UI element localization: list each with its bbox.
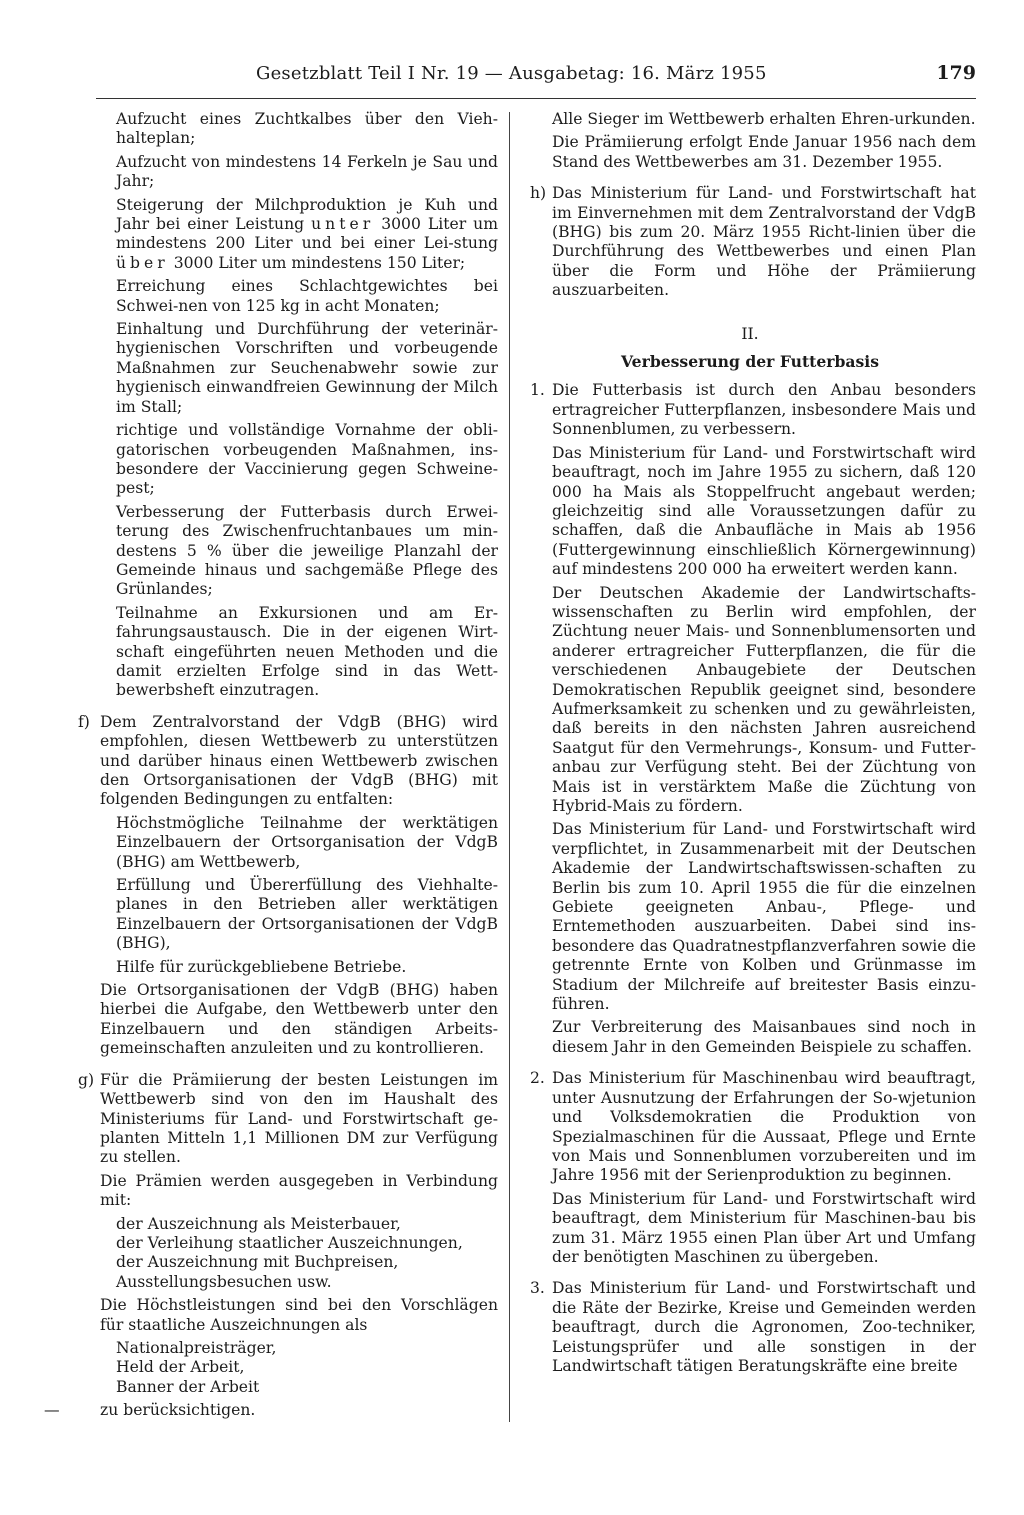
- criterion-milk: [116, 196, 498, 274]
- criterion-vaccination: richtige und vollständige Vornahme der obli-gatorischen vorbeugenden Maßnahmen, ins-besondere der Vaccinierung gegen Schweine-pest;: [116, 421, 498, 498]
- f-paragraph: [78, 712, 498, 810]
- item-3: [524, 1279, 976, 1376]
- item2-paragraph: Das Ministerium für Land- und Forstwirtschaft wird beauftragt, dem Ministerium für Maschinen-bau bis zum 31. März 1955 einen Plan über Art und Umfang der benötigten Maschinen zu übergeben.: [552, 1189, 976, 1266]
- g-end: [44, 1401, 498, 1420]
- h-text: Das Ministerium für Land- und Forstwirtschaft hat im Einvernehmen mit dem Zentralvorstand der VdgB (BHG) bis zum 20. März 1955 Richt-linien über die Durchführung des Wettbewerbes und einen Plan über die Form und Höhe der Prämiierung auszuarbeiten.: [552, 184, 976, 300]
- criterion-weight: Erreichung eines Schlachtgewichtes bei Schwei-nen von 125 kg in acht Monaten;: [116, 277, 498, 315]
- item1-paragraph: Der Deutschen Akademie der Landwirtschafts-wissenschaften zu Berlin wird empfohlen, der Züchtung neuer Mais- und Sonnenblumensorten und anderer ertragreicher Futterpflanzen, die für die verschiedenen Anbaugebiete der Deutschen Demokratischen Republik geeignet sind, besondere Aufmerksamkeit zu schenken und zu gewährleisten, daß bereits in den nächsten Jahren ausreichend Saatgut für den Vermehrungs-, Konsum- und Futter-anbau zur Verfügung steht. Bei der Züchtung von Mais ist in verstärktem Maße die Züchtung von Hybrid-Mais zu fördern.: [552, 583, 976, 815]
- item1-paragraph: Zur Verbreiterung des Maisanbaues sind noch in diesem Jahr in den Gemeinden Beispiele zu schaffen.: [552, 1018, 976, 1056]
- f-condition: Höchstmögliche Teilnahme der werktätigen Einzelbauern der Ortsorganisation der VdgB (BHG) am Wettbewerb,: [116, 813, 498, 871]
- h-paragraph: [530, 184, 976, 300]
- criterion-piglets: Aufzucht von mindestens 14 Ferkeln je Sau und Jahr;: [116, 152, 498, 191]
- item3-paragraph: [530, 1279, 976, 1376]
- g-cont-paragraph: Alle Sieger im Wettbewerb erhalten Ehren-urkunden.: [552, 110, 976, 128]
- criterion-fodder: Verbesserung der Futterbasis durch Erwei-terung des Zwischenfruchtanbaues um min-destens 5 % über die jeweilige Planzahl der Gemeinde hinaus und sachgemäße Pflege des Grünlandes;: [116, 502, 498, 599]
- g-titles: [100, 1339, 498, 1397]
- right-column: [524, 110, 976, 1380]
- g-label: g): [78, 1070, 95, 1089]
- item1-label: 1.: [530, 381, 545, 400]
- f-label: f): [78, 712, 90, 731]
- g-continuation: [524, 110, 976, 172]
- g-hoechst: Die Höchstleistungen sind bei den Vorschlägen für staatliche Auszeichnungen als: [100, 1296, 498, 1334]
- award-item: der Auszeichnung als Meisterbauer,: [116, 1214, 401, 1233]
- h-label: h): [530, 184, 547, 203]
- gazette-header-title: Gesetzblatt Teil I Nr. 19 — Ausgabetag: 16. März 1955: [256, 63, 767, 84]
- section-g: [44, 1070, 498, 1421]
- f-condition: Hilfe für zurückgebliebene Betriebe.: [116, 957, 407, 976]
- item3-text: Das Ministerium für Land- und Forstwirtschaft und die Räte der Bezirke, Kreise und Gemeinden werden beauftragt, durch die Agronomen, Zoo-techniker, Leistungsprüfer und alle sonstigen in der Landwirtschaft tätigen Beratungskräfte eine breite: [552, 1279, 976, 1375]
- page-header: [96, 58, 976, 99]
- f-conditions: [100, 814, 498, 977]
- section-number: II.: [741, 324, 759, 343]
- g-paragraph: [78, 1070, 498, 1168]
- f-closing: Die Ortsorganisationen der VdgB (BHG) haben hierbei die Aufgabe, den Wettbewerb unter den Einzelbauern und den ständigen Arbeits-gemeinschaften anzuleiten und zu kontrollieren.: [100, 981, 498, 1058]
- award-item: der Auszeichnung mit Buchpreisen,: [116, 1253, 399, 1272]
- honor-title: Held der Arbeit,: [116, 1358, 245, 1377]
- item-1: [524, 381, 976, 1057]
- g-end-text: zu berücksichtigen.: [100, 1401, 256, 1420]
- g-praemien-list: [100, 1215, 498, 1293]
- honor-title: Banner der Arbeit: [116, 1377, 260, 1396]
- criterion-veterinary: Einhaltung und Durchführung der veterinär-hygienischen Vorschriften und vorbeugende Maßnahmen zur Seuchenabwehr sowie zur hygienisch einwandfreien Gewinnung der Milch im Stall;: [116, 320, 498, 416]
- honor-title: Nationalpreisträger,: [116, 1338, 277, 1357]
- g-praemien: Die Prämien werden ausgegeben in Verbindung mit:: [100, 1171, 498, 1210]
- award-item: Ausstellungsbesuchen usw.: [116, 1272, 332, 1291]
- award-item: der Verleihung staatlicher Auszeichnungen,: [116, 1233, 463, 1252]
- milk-unter: unter: [311, 215, 375, 234]
- item-2: [524, 1069, 976, 1267]
- g-text: Für die Prämiierung der besten Leistungen im Wettbewerb sind von den im Haushalt des Ministeriums für Land- und Forstwirtschaft ge-planten Mitteln 1,1 Millionen DM zur Verfügung zu stellen.: [100, 1070, 498, 1167]
- item1-paragraph: Das Ministerium für Land- und Forstwirtschaft wird beauftragt, noch im Jahre 1955 zu sichern, daß 120 000 ha Mais als Stoppelfrucht angebaut werden; gleichzeitig sind alle Voraussetzungen dafür zu schaffen, daß die Anbaufläche in Mais ab 1956 (Futtergewinnung einschließlich Körnergewinnung) auf mindestens 200 000 ha erweitert werden kann.: [552, 443, 976, 579]
- item1-text: Die Futterbasis ist durch den Anbau besonders ertragreicher Futterpflanzen, insbesondere Mais und Sonnenblumen, zu verbessern.: [552, 381, 976, 439]
- criterion-calf: Aufzucht eines Zuchtkalbes über den Vieh-halteplan;: [116, 110, 498, 148]
- section-f: [80, 713, 498, 1059]
- milk-ueber: über: [116, 253, 169, 272]
- milk-text-1: Steigerung der Milchproduktion je Kuh und Jahr bei einer Leistung: [116, 195, 498, 234]
- item2-label: 2.: [530, 1069, 545, 1088]
- page-number: 179: [936, 62, 976, 84]
- end-dash: —: [44, 1401, 60, 1420]
- item2-text: Das Ministerium für Maschinenbau wird beauftragt, unter Ausnutzung der Erfahrungen der So-wjetunion und Volksdemokratien die Produktion von Spezialmaschinen für die Aussaat, Pflege und Ernte von Mais und Sonnenblumen vorzubereiten und im Jahre 1956 mit der Serienproduktion zu beginnen.: [552, 1069, 976, 1185]
- g-cont-paragraph: Die Prämiierung erfolgt Ende Januar 1956 nach dem Stand des Wettbewerbes am 31. Dezember 1955.: [552, 133, 976, 171]
- left-column: [44, 110, 498, 1425]
- section-title: Verbesserung der Futterbasis: [621, 352, 879, 372]
- section-h: [524, 184, 976, 300]
- f-text: Dem Zentralvorstand der VdgB (BHG) wird empfohlen, diesen Wettbewerb zu unterstützen und darüber hinaus einen Wettbewerb zwischen den Ortsorganisationen der VdgB (BHG) mit folgenden Bedingungen zu entfalten:: [100, 712, 498, 809]
- criteria-list: [80, 110, 498, 701]
- column-divider: [509, 112, 510, 1422]
- f-condition: Erfüllung und Übererfüllung des Viehhalte-planes in den Betrieben aller werktätigen Einzelbauern der Ortsorganisationen der VdgB (BHG),: [116, 876, 498, 953]
- item1-paragraph: Das Ministerium für Land- und Forstwirtschaft wird verpflichtet, in Zusammenarbeit mit der Deutschen Akademie der Landwirtschaftswissen-schaften zu Berlin bis zum 10. April 1955 die für die einzelnen Gebiete geeigneten Anbau-, Pflege- und Erntemethoden auszuarbeiten. Dabei sind ins-besondere das Quadratnestpflanzverfahren sowie die getrennte Ernte von Kolben und Grünmasse im Stadium der Milchreife auf breitester Basis einzu-führen.: [552, 820, 976, 1014]
- criterion-excursions: Teilnahme an Exkursionen und am Er-fahrungsaustausch. Die in der eigenen Wirt-schaft eingeführten neuen Methoden und die damit erzielten Erfolge sind in das Wett-bewerbsheft einzutragen.: [116, 603, 498, 700]
- milk-text-3: 3000 Liter um mindestens 150 Liter;: [173, 253, 466, 272]
- item1-paragraph: [530, 381, 976, 439]
- item2-paragraph: [530, 1069, 976, 1185]
- item3-label: 3.: [530, 1279, 545, 1298]
- milk-text-2: 3000 Liter um mindestens 200 Liter und bei einer Lei-stung: [116, 215, 498, 253]
